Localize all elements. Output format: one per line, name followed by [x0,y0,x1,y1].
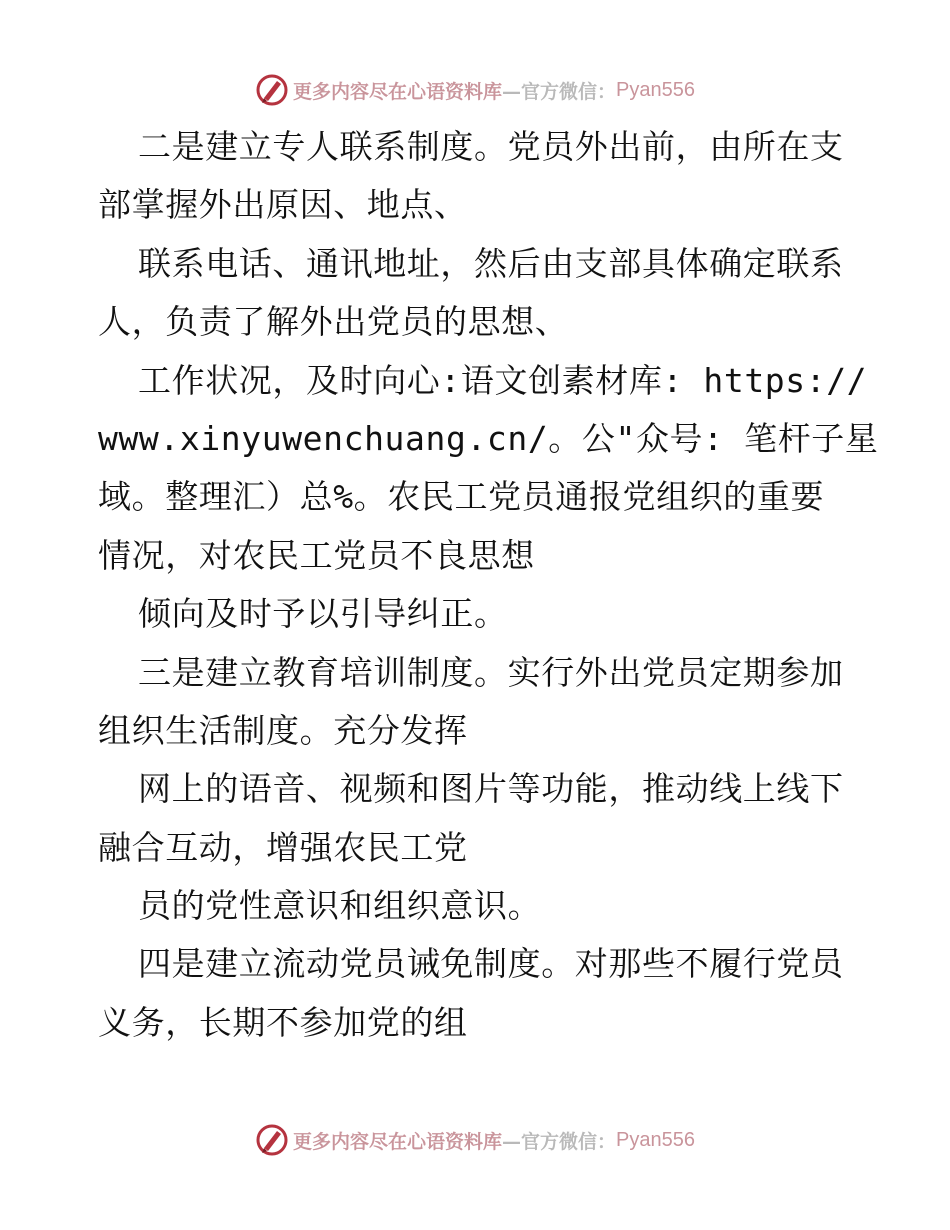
text-line: 四是建立流动党员诫免制度。对那些不履行党员 [138,944,844,984]
banner-title: 更多内容尽在心语资料库 [293,80,503,103]
text-line: 域。整理汇）总%。农民工党员通报党组织的重要 [98,477,825,517]
banner-contact-label: —官方微信： [502,1130,617,1153]
text-line: www.xinyuwenchuang.cn/。公"众号: 笔杆子星 [98,418,879,458]
text-line: 人，负责了解外出党员的思想、 [98,302,569,342]
banner-wechat-id: Pyan556 [616,1128,695,1151]
banner-title: 更多内容尽在心语资料库 [293,1130,503,1153]
document-body [98,118,879,1052]
text-line: 倾向及时予以引导纠正。 [138,594,508,634]
text-line: 融合互动，增强农民工党 [98,827,468,867]
text-line: 情况，对农民工党员不良思想 [98,535,535,575]
text-line: 联系电话、通讯地址，然后由支部具体确定联系 [138,243,844,283]
text-line: 部掌握外出原因、地点、 [98,185,468,225]
text-line: 二是建立专人联系制度。党员外出前，由所在支 [138,127,844,166]
pen-logo-icon [255,1123,289,1157]
header-banner [0,70,950,110]
text-line: 工作状况，及时向心:语文创素材库: https:// [138,360,868,400]
text-line: 员的党性意识和组织意识。 [138,886,542,926]
banner-contact-label: —官方微信： [502,80,617,103]
pen-logo-icon [255,73,289,107]
text-line: 组织生活制度。充分发挥 [98,710,468,750]
text-line: 网上的语音、视频和图片等功能，推动线上线下 [138,769,844,809]
footer-banner [0,1120,950,1160]
text-line: 三是建立教育培训制度。实行外出党员定期参加 [138,652,844,692]
text-line: 义务，长期不参加党的组 [98,1002,468,1042]
banner-wechat-id: Pyan556 [616,78,695,101]
